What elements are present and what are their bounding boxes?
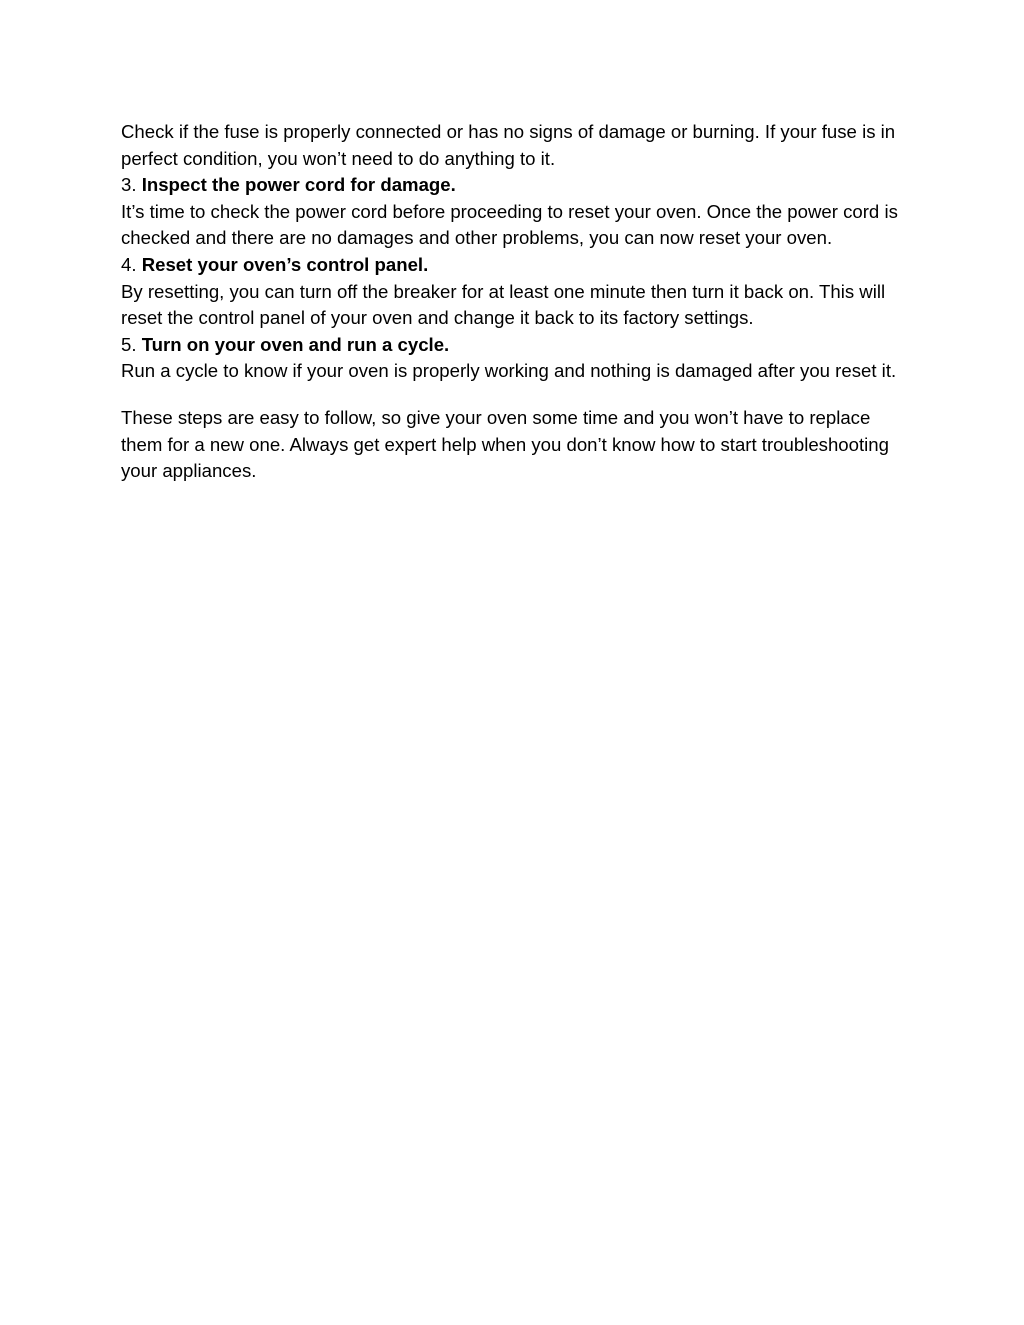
step-4-heading — [121, 252, 911, 279]
step-3-number: 3. — [121, 174, 137, 196]
step-3-title: Inspect the power cord for damage. — [141, 174, 456, 196]
step-4-body: By resetting, you can turn off the breaker for at least one minute then turn it back on. This will reset the control panel of your oven and change it back to its factory settings. — [121, 280, 886, 329]
closing-paragraph: These steps are easy to follow, so give your oven some time and you won’t have to replace them for a new one. Always get expert help when you don’t know how to start troubleshooting your appliances. — [121, 406, 889, 482]
step-5-heading — [121, 332, 911, 359]
step-3-heading — [121, 172, 911, 199]
intro-paragraph: Check if the fuse is properly connected or has no signs of damage or burning. If your fuse is in perfect condition, you won’t need to do anything to it. — [121, 121, 896, 169]
step-4-number: 4. — [121, 253, 137, 275]
step-5-number: 5. — [121, 333, 137, 355]
step-3-body: It’s time to check the power cord before proceeding to reset your oven. Once the power cord is checked and there are no damages and other problems, you can now reset your oven. — [121, 200, 898, 249]
step-4-title: Reset your oven’s control panel. — [141, 253, 429, 275]
document-body — [121, 119, 911, 485]
step-5-title: Turn on your oven and run a cycle. — [141, 333, 450, 355]
step-5-body: Run a cycle to know if your oven is properly working and nothing is damaged after you reset it. — [121, 360, 897, 382]
paragraph-spacer — [121, 385, 911, 405]
